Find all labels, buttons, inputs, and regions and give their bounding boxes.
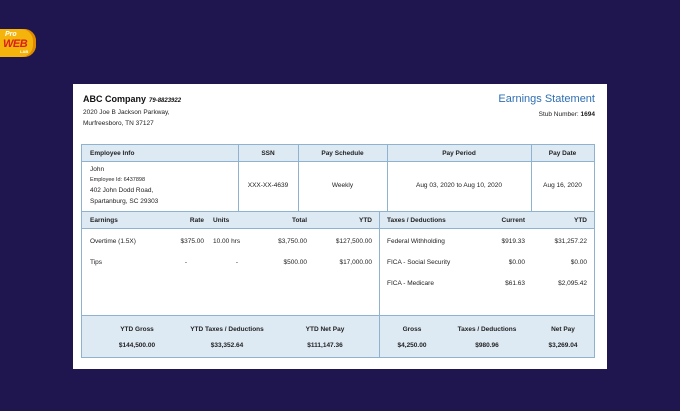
header-earnings-ytd: YTD — [359, 217, 372, 224]
company-address — [83, 107, 170, 129]
ytd-gross-label: YTD Gross — [120, 326, 154, 333]
deduction-current: $61.63 — [505, 280, 525, 287]
employee-pay-date: Aug 16, 2020 — [543, 182, 582, 189]
earnings-statement-document — [73, 84, 607, 369]
company-ein: 79-8823922 — [149, 98, 182, 104]
ytd-net-pay-label: YTD Net Pay — [305, 326, 345, 333]
deduction-name: FICA - Medicare — [387, 280, 434, 287]
company-address-line2: Murfreesboro, TN 37127 — [83, 120, 154, 127]
header-total: Total — [291, 217, 307, 224]
ytd-net-pay-value: $111,147.36 — [307, 342, 343, 349]
company-name-text: ABC Company — [83, 94, 147, 104]
net-pay-value: $3,269.04 — [548, 342, 578, 349]
employee-ssn: XXX-XX-4639 — [247, 182, 289, 189]
gross-label: Gross — [402, 326, 422, 333]
deduction-ytd: $2,095.42 — [558, 280, 587, 287]
logo-text-lab: LAB — [20, 49, 29, 54]
company-name — [83, 94, 181, 104]
header-current: Current — [501, 217, 525, 224]
employee-address-line2: Spartanburg, SC 29303 — [90, 198, 159, 205]
header-earnings: Earnings — [90, 217, 118, 224]
header-ssn: SSN — [261, 150, 275, 157]
taxes-deductions-label: Taxes / Deductions — [457, 326, 517, 333]
logo-text-pro: Pro — [5, 31, 17, 38]
statement-title: Earnings Statement — [498, 93, 595, 105]
divider — [379, 316, 380, 357]
ytd-taxes-value: $33,352.64 — [210, 342, 244, 349]
header-pay-date: Pay Date — [548, 150, 577, 157]
ytd-gross-value: $144,500.00 — [118, 342, 156, 349]
employee-id: Employee Id: 6437898 — [90, 177, 146, 183]
earning-rate: $375.00 — [180, 238, 204, 245]
employee-pay-schedule: Weekly — [331, 182, 354, 189]
earning-total: $500.00 — [283, 259, 307, 266]
employee-pay-period: Aug 03, 2020 to Aug 10, 2020 — [415, 182, 503, 189]
net-pay-label: Net Pay — [551, 326, 575, 333]
company-address-line1: 2020 Joe B Jackson Parkway, — [83, 109, 170, 116]
deduction-ytd: $31,257.22 — [554, 238, 587, 245]
earning-name: Tips — [90, 259, 103, 266]
deduction-current: $919.33 — [501, 238, 525, 245]
taxes-deductions-value: $980.96 — [475, 342, 499, 349]
header-pay-schedule: Pay Schedule — [321, 150, 364, 157]
stub-number-value: 1694 — [580, 111, 595, 118]
header-employee-info: Employee Info — [90, 150, 135, 157]
employee-address-line1: 402 John Dodd Road, — [90, 187, 154, 194]
proweblab-logo — [0, 29, 36, 57]
deduction-current: $0.00 — [508, 259, 525, 266]
earning-units: - — [235, 259, 238, 266]
summary-table — [81, 315, 595, 358]
earning-units: 10.00 hrs — [213, 238, 241, 245]
employee-info-table — [81, 144, 595, 212]
logo-text-web: WEB — [3, 38, 28, 50]
ytd-taxes-label: YTD Taxes / Deductions — [190, 326, 264, 333]
header-pay-period: Pay Period — [442, 150, 476, 157]
stub-number — [539, 111, 595, 118]
deduction-ytd: $0.00 — [570, 259, 587, 266]
employee-name: John — [90, 166, 105, 173]
earning-total: $3,750.00 — [278, 238, 307, 245]
header-taxes-deductions: Taxes / Deductions — [387, 217, 446, 224]
earning-ytd: $17,000.00 — [339, 259, 372, 266]
header-rate: Rate — [189, 217, 204, 224]
stub-number-label: Stub Number: — [538, 111, 579, 118]
header-units: Units — [213, 217, 230, 224]
earning-name: Overtime (1.5X) — [90, 238, 136, 245]
divider — [379, 212, 380, 315]
gross-value: $4,250.00 — [397, 342, 427, 349]
earning-ytd: $127,500.00 — [335, 238, 372, 245]
earning-rate: - — [184, 259, 187, 266]
deduction-name: FICA - Social Security — [387, 259, 451, 266]
header-deductions-ytd: YTD — [574, 217, 587, 224]
earnings-deductions-table — [81, 211, 595, 316]
deduction-name: Federal Withholding — [387, 238, 445, 245]
